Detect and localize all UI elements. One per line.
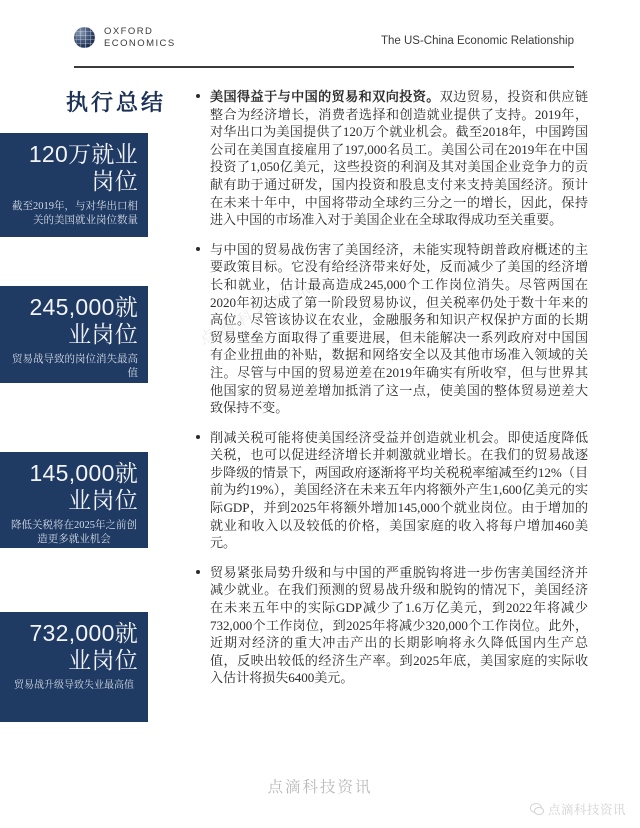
wechat-icon: [530, 803, 544, 815]
stat-card: [0, 612, 148, 722]
stat-caption: 截至2019年，与对华出口相关的美国就业岗位数量: [12, 201, 138, 226]
wechat-watermark-label: 点滴科技资讯: [547, 803, 626, 817]
wechat-watermark-badge: [530, 800, 626, 818]
logo-line-2: ECONOMICS: [104, 37, 176, 49]
globe-icon: [74, 27, 95, 48]
bullet-icon: [196, 94, 200, 98]
stat-card: [0, 286, 148, 383]
summary-paragraph: [196, 429, 588, 552]
paragraph-text: 双边贸易，投资和供应链整合为经济增长，消费者选择和创造就业提供了支持。2019年，对华出口为美国提供了120万个就业机会。截至2018年，中国跨国公司在美国直接雇用了197,000名员工。美国公司在2019年在中国投资了1,050亿美元，这些投资的利润及其对美国企业竞争力的贡献有助于通过研发，国内投资和股息支付来支持美国经济。预计在未来十年中，中国将带动全球约三分之一的增长，因此，保持进入中国的市场准入对于美国企业在全球取得成功至关重要。: [210, 89, 588, 228]
executive-summary-body: [196, 88, 588, 687]
stat-value: 245,000就业岗位: [29, 294, 138, 347]
summary-paragraph: [196, 88, 588, 229]
paragraph-text: 与中国的贸易战伤害了美国经济，未能实现特朗普政府概述的主要政策目标。它没有给经济带来好处，反而减少了美国的经济增长和就业，估计最高造成245,000个工作岗位消失。尽管两国在2020年初达成了第一阶段贸易协议，但关税率仍处于数十年来的高位。尽管该协议在农业，金融服务和知识产权保护方面的长期贸易壁垒方面取得了重要进展，但未能解决一系列政府对中国国有企业扭曲的补贴，数据和网络安全以及其他市场准入领域的关注。尽管与中国的贸易逆差在2019年确实有所收窄，但与世界其他国家的贸易逆差增加抵消了这一点，使美国的整体贸易逆差大致保持不变。: [210, 241, 588, 416]
stat-caption: 降低关税将在2025年之前创造更多就业机会: [11, 520, 137, 545]
stat-caption: 贸易战升级导致失业最高值: [14, 680, 134, 691]
logo-wordmark: [104, 26, 176, 49]
bullet-icon: [196, 570, 200, 574]
stat-value: 120万就业岗位: [28, 141, 138, 194]
stat-card: [0, 452, 148, 548]
page-title: 执行总结: [66, 90, 167, 115]
diagonal-watermark: 点滴科技资讯: [197, 278, 319, 348]
paragraph-text: 削减关税可能将使美国经济受益并创造就业机会。即使适度降低关税，也可以促进经济增长并刺激就业增长。在我们的贸易战逐步降级的情景下，两国政府逐渐将平均关税税率缩减至约12%（目前为约19%），美国经济在未来五年内将额外产生1,600亿美元的实际GDP，并到2025年将额外增加145,000个就业岗位。由于增加的就业和收入以及较低的价格，美国家庭的收入将每户增加460美元。: [210, 429, 588, 551]
stat-value: 145,000就业岗位: [29, 460, 138, 513]
paragraph-lead: 美国得益于与中国的贸易和双向投资。: [210, 89, 440, 104]
bullet-icon: [196, 247, 200, 251]
summary-paragraph: [196, 241, 588, 417]
stat-card: [0, 133, 148, 237]
stat-value: 732,000就业岗位: [29, 620, 138, 673]
stat-caption: 贸易战导致的岗位消失最高值: [12, 354, 138, 379]
summary-paragraph: [196, 564, 588, 687]
bullet-icon: [196, 435, 200, 439]
oxford-economics-logo: [74, 26, 176, 49]
paragraph-text: 贸易紧张局势升级和与中国的严重脱钩将进一步伤害美国经济并减少就业。在我们预测的贸易战升级和脱钩的情况下，美国经济在未来五年中的实际GDP减少了1.6万亿美元，到2022年将减少732,000个工作岗位，到2025年将减少320,000个工作岗位。此外，近期对经济的重大冲击产出的长期影响将永久降低国内生产总值，反映出较低的经济生产率。到2025年底，美国家庭的实际收入估计将损失6400美元。: [210, 564, 588, 686]
center-watermark: 点滴科技资讯: [267, 779, 373, 796]
header-document-title: The US-China Economic Relationship: [380, 35, 574, 47]
page-header: [0, 0, 640, 66]
logo-line-1: OXFORD: [104, 26, 154, 37]
header-divider: [74, 66, 574, 68]
